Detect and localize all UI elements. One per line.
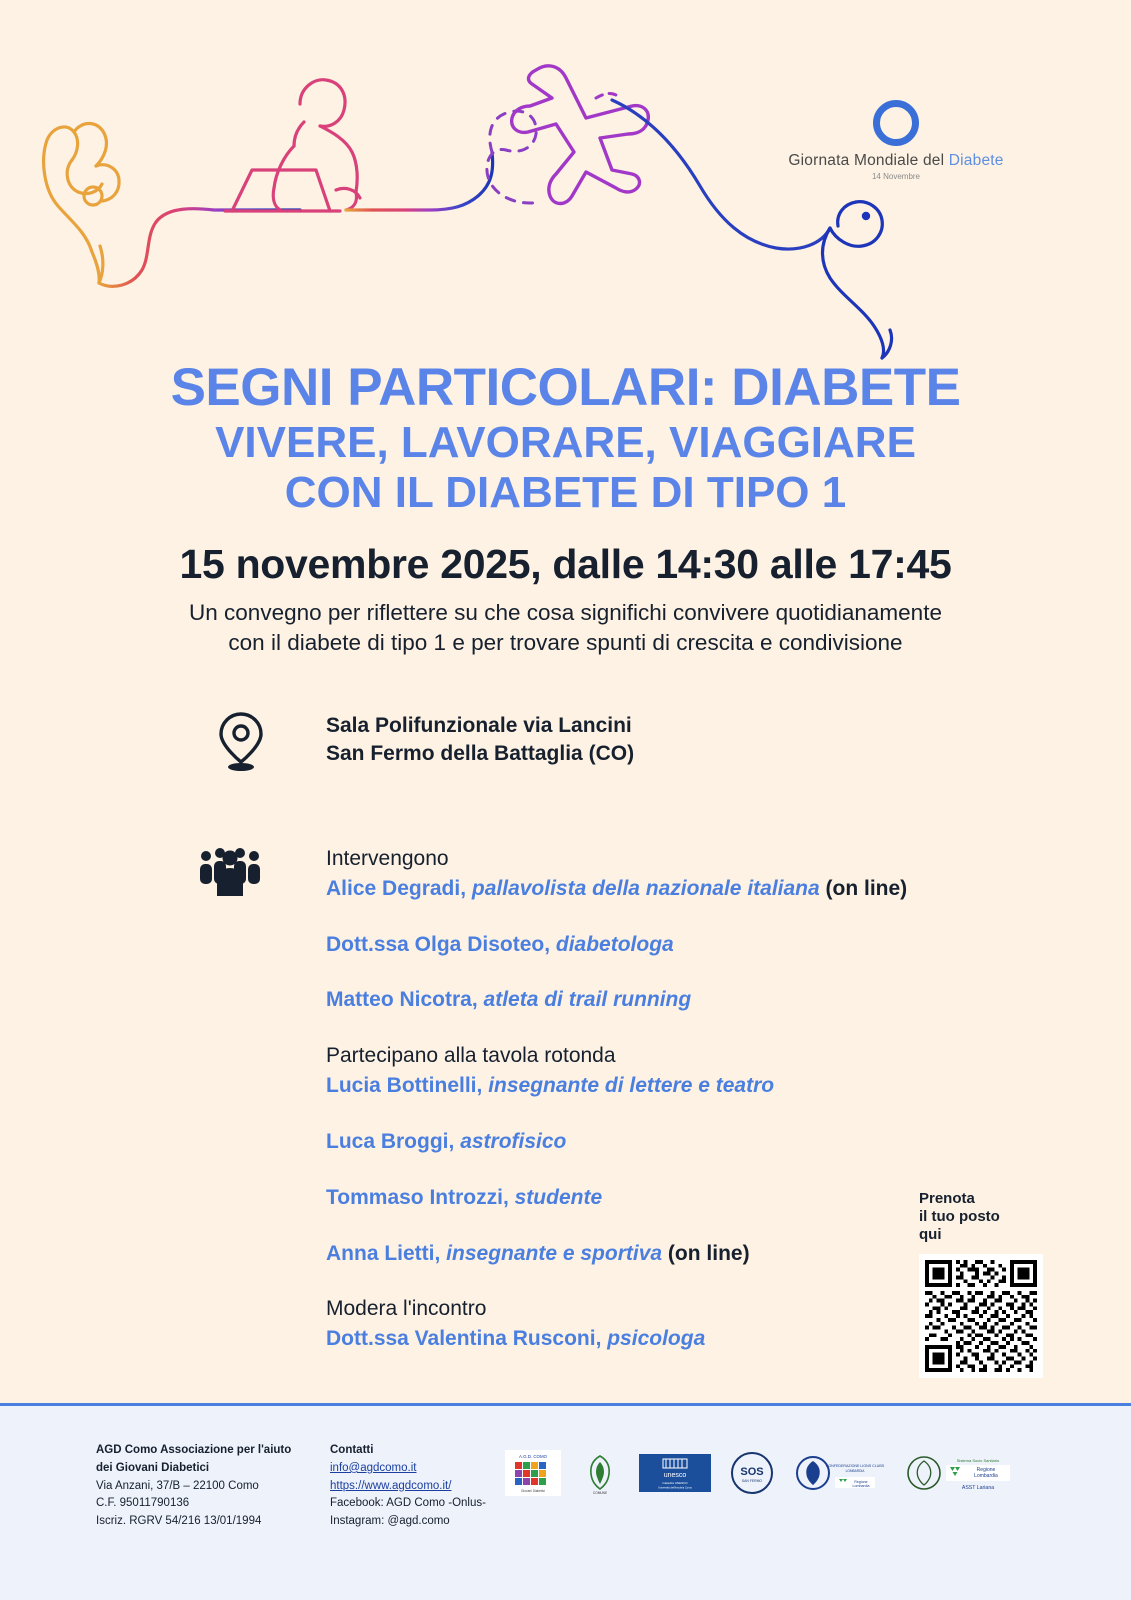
spacer bbox=[326, 1101, 1131, 1127]
moderator-label: Modera l'incontro bbox=[326, 1297, 487, 1321]
giornata-mondiale-diabete-logo bbox=[781, 100, 1011, 181]
speaker-role: pallavolista della nazionale italiana bbox=[471, 876, 820, 900]
connector-line-2 bbox=[346, 152, 493, 210]
org-name-line1: AGD Como Associazione per l'aiuto bbox=[96, 1444, 292, 1456]
svg-text:Regione: Regione bbox=[854, 1480, 868, 1484]
speaker-name: Tommaso Introzzi, bbox=[326, 1185, 515, 1209]
event-description-line1: Un convegno per riflettere su che cosa significhi convivere quotidianamente bbox=[189, 599, 942, 625]
speaker-name: Luca Broggi, bbox=[326, 1129, 461, 1153]
speaker-role: diabetologa bbox=[555, 932, 674, 956]
speaker-name: Matteo Nicotra, bbox=[326, 988, 484, 1012]
speaker-role: insegnante e sportiva bbox=[446, 1241, 663, 1265]
svg-text:CONFEDERAZIONE LIONS CLUBS: CONFEDERAZIONE LIONS CLUBS bbox=[825, 1464, 885, 1468]
group-people-icon bbox=[196, 844, 264, 898]
speaker-role: insegnante di lettere e teatro bbox=[488, 1074, 775, 1098]
speaker-name: Alice Degradi, bbox=[326, 876, 472, 900]
connector-line-1 bbox=[99, 209, 300, 287]
footer bbox=[0, 1406, 1131, 1600]
qr-code[interactable] bbox=[919, 1254, 1043, 1378]
speaker-role: studente bbox=[514, 1185, 603, 1209]
asst-lariana-logo bbox=[906, 1448, 1018, 1498]
qr-label-line1: Prenota bbox=[919, 1190, 975, 1207]
logo-title: Giornata Mondiale del Diabete bbox=[788, 152, 1004, 169]
sos-logo bbox=[728, 1448, 776, 1498]
asst-lariana-logo-icon bbox=[906, 1450, 1018, 1496]
footer-contacts bbox=[330, 1442, 510, 1531]
airplane-icon bbox=[512, 66, 649, 204]
svg-text:Lombardia: Lombardia bbox=[974, 1473, 998, 1479]
hero-illustration bbox=[0, 0, 1131, 360]
plane-trail bbox=[596, 94, 620, 99]
speakers-intro-label: Intervengono bbox=[326, 847, 449, 870]
svg-text:COMUNE: COMUNE bbox=[592, 1491, 608, 1495]
qr-block bbox=[919, 1190, 1039, 1378]
contact-facebook: Facebook: AGD Como -Onlus- bbox=[330, 1497, 486, 1510]
org-address: Via Anzani, 37/B – 22100 Como bbox=[96, 1479, 259, 1492]
unesco-logo bbox=[639, 1448, 711, 1498]
spacer bbox=[326, 1015, 1131, 1041]
speaker-note: (on line) bbox=[662, 1241, 750, 1265]
qr-code-image bbox=[925, 1260, 1037, 1372]
comune-logo bbox=[578, 1448, 622, 1498]
page-subtitle-2: CON IL DIABETE DI TIPO 1 bbox=[284, 468, 847, 518]
footer-organization bbox=[96, 1442, 326, 1531]
speaker-item bbox=[326, 985, 1131, 1015]
spacer bbox=[326, 959, 1131, 985]
speaker-name: Lucia Bottinelli, bbox=[326, 1074, 489, 1098]
title-block bbox=[0, 360, 1131, 659]
venue-text-col bbox=[326, 712, 1131, 769]
event-date: 15 novembre 2025, dalle 14:30 alle 17:45 bbox=[179, 540, 952, 587]
org-name-line2: dei Giovani Diabetici bbox=[96, 1461, 210, 1474]
roundtable-item bbox=[326, 1071, 1131, 1101]
roundtable-label: Partecipano alla tavola rotonda bbox=[326, 1044, 616, 1068]
lions-logo bbox=[793, 1448, 889, 1498]
spacer bbox=[326, 1157, 1131, 1183]
svg-text:Giovani Diabetici: Giovani Diabetici bbox=[521, 1489, 545, 1493]
svg-text:unesco: unesco bbox=[663, 1472, 687, 1479]
lions-logo-icon bbox=[793, 1450, 889, 1496]
speaker-name: Dott.ssa Olga Disoteo, bbox=[326, 932, 556, 956]
speaker-role: atleta di trail running bbox=[483, 988, 692, 1012]
agd-como-logo bbox=[505, 1448, 561, 1498]
contact-email-link[interactable]: info@agdcomo.it bbox=[330, 1461, 417, 1474]
venue-line-1: Sala Polifunzionale via Lancini bbox=[326, 714, 632, 737]
page-title: SEGNI PARTICOLARI: DIABETE bbox=[170, 358, 961, 417]
heart-icon bbox=[44, 123, 119, 283]
agd-como-logo-icon bbox=[505, 1450, 561, 1496]
bird-icon bbox=[823, 202, 892, 358]
svg-text:SAN FERMO: SAN FERMO bbox=[741, 1479, 763, 1483]
speakers-icon-col bbox=[0, 844, 326, 898]
org-cf: C.F. 95011790136 bbox=[96, 1497, 190, 1510]
qr-label-line2: il tuo posto bbox=[919, 1208, 1000, 1225]
contacts-label: Contatti bbox=[330, 1444, 374, 1456]
qr-label-line3: qui bbox=[919, 1226, 942, 1243]
svg-text:SOS: SOS bbox=[740, 1466, 764, 1478]
sos-logo-icon bbox=[728, 1450, 776, 1496]
event-description bbox=[0, 598, 1131, 659]
svg-text:Cattedra UNESCO: Cattedra UNESCO bbox=[662, 1481, 688, 1485]
svg-text:ASST Lariana: ASST Lariana bbox=[961, 1485, 995, 1491]
unesco-logo-icon bbox=[639, 1450, 711, 1496]
page-subtitle-1: VIVERE, LAVORARE, VIAGGIARE bbox=[215, 417, 916, 467]
speaker-item bbox=[326, 930, 1131, 960]
svg-text:A.G.D. COMO: A.G.D. COMO bbox=[518, 1454, 548, 1459]
venue-row bbox=[0, 712, 1131, 772]
person-laptop-icon bbox=[225, 80, 360, 211]
qr-label bbox=[919, 1190, 1039, 1244]
svg-text:LOMBARDIA: LOMBARDIA bbox=[845, 1469, 865, 1473]
org-registration: Iscriz. RGRV 54/216 13/01/1994 bbox=[96, 1515, 262, 1528]
footer-logos bbox=[505, 1436, 1045, 1510]
venue-line-2: San Fermo della Battaglia (CO) bbox=[326, 742, 635, 766]
speaker-role: astrofisico bbox=[460, 1129, 567, 1153]
comune-logo-icon bbox=[578, 1450, 622, 1496]
speaker-note: (on line) bbox=[819, 876, 908, 900]
venue-icon-col bbox=[0, 712, 326, 772]
speaker-name: Dott.ssa Valentina Rusconi, bbox=[326, 1327, 608, 1351]
logo-subtitle: 14 Novembre bbox=[871, 172, 921, 181]
blue-circle-icon bbox=[873, 100, 919, 146]
location-pin-icon bbox=[218, 712, 264, 772]
svg-text:Regione: Regione bbox=[976, 1467, 996, 1473]
speaker-item bbox=[326, 874, 1131, 904]
contact-website-link[interactable]: https://www.agdcomo.it/ bbox=[330, 1479, 452, 1492]
spacer bbox=[326, 904, 1131, 930]
contact-instagram: Instagram: @agd.como bbox=[330, 1515, 450, 1528]
event-description-line2: con il diabete di tipo 1 e per trovare spunti di crescita e condivisione bbox=[228, 630, 903, 656]
roundtable-item bbox=[326, 1127, 1131, 1157]
svg-text:Lombardia: Lombardia bbox=[852, 1484, 870, 1488]
svg-text:Sistema Socio Sanitario: Sistema Socio Sanitario bbox=[956, 1458, 1000, 1463]
speaker-role: psicologa bbox=[607, 1327, 706, 1351]
speaker-name: Anna Lietti, bbox=[326, 1241, 447, 1265]
svg-text:Università dell'Insubria Como: Università dell'Insubria Como bbox=[658, 1486, 692, 1490]
